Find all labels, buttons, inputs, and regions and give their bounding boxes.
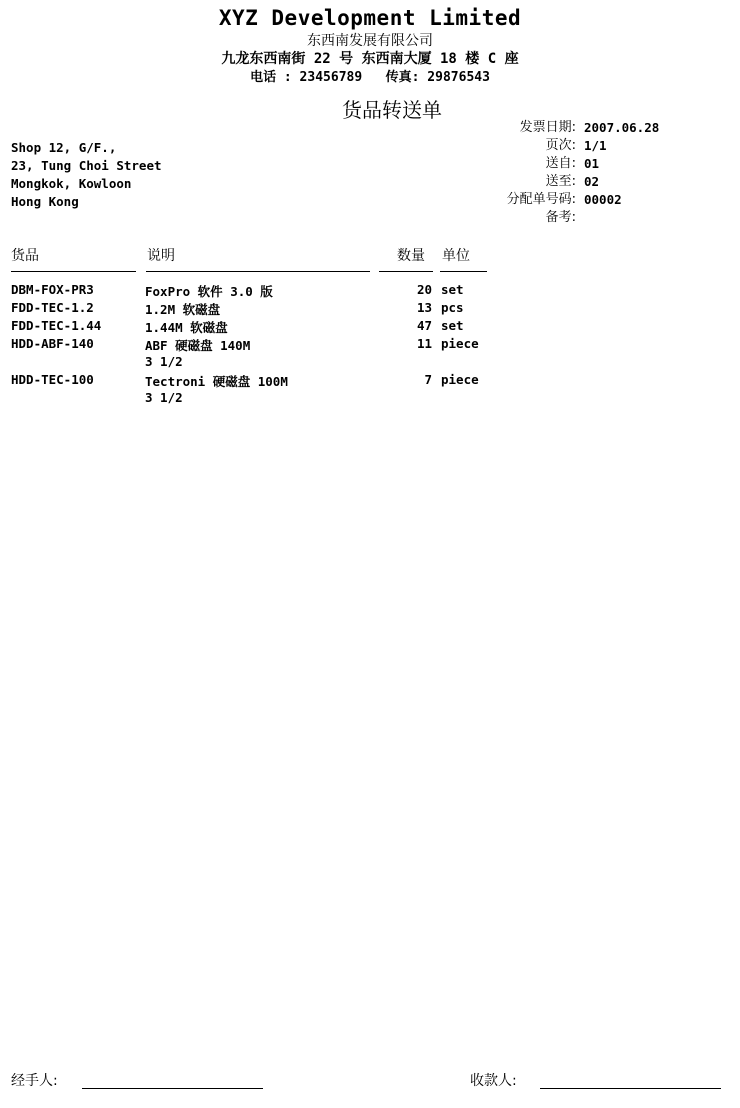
header-underline <box>146 271 370 272</box>
info-value: 02 <box>584 174 600 189</box>
item-description-continued: 3 1/2 <box>145 390 183 405</box>
info-label: 送自: <box>545 156 576 171</box>
handler-label: 经手人: <box>11 1073 58 1089</box>
info-value: 1/1 <box>584 138 607 153</box>
table-row <box>0 372 740 408</box>
item-description: 1.44M 软磁盘 <box>145 320 228 335</box>
table-row <box>0 282 740 300</box>
item-description-continued: 3 1/2 <box>145 354 183 369</box>
column-header-unit: 单位 <box>442 248 470 264</box>
item-quantity: 11 <box>416 336 432 351</box>
item-quantity: 7 <box>424 372 432 387</box>
item-unit: set <box>441 318 464 333</box>
item-unit: piece <box>441 372 479 387</box>
item-unit: set <box>441 282 464 297</box>
item-description: 1.2M 软磁盘 <box>145 302 221 317</box>
table-row <box>0 300 740 318</box>
handler-signature-line <box>82 1088 263 1089</box>
info-value: 2007.06.28 <box>584 120 660 135</box>
info-value <box>576 209 584 227</box>
item-code: HDD-ABF-140 <box>11 336 94 351</box>
item-code: DBM-FOX-PR3 <box>11 282 94 297</box>
address-line: Hong Kong <box>11 194 79 209</box>
info-value: 00002 <box>584 192 622 207</box>
column-header-item: 货品 <box>11 248 39 264</box>
item-code: FDD-TEC-1.44 <box>11 318 102 333</box>
item-quantity: 47 <box>416 318 432 333</box>
company-phone-fax: 电话 : 23456789 传真: 29876543 <box>250 70 490 85</box>
info-label: 发票日期: <box>519 120 576 135</box>
company-address: 九龙东西南街 22 号 东西南大厦 18 楼 C 座 <box>221 51 519 67</box>
info-row-from <box>430 155 730 173</box>
address-line: 23, Tung Choi Street <box>11 158 162 173</box>
item-description: ABF 硬磁盘 140M <box>145 338 251 353</box>
info-row-invoice-date <box>430 119 730 137</box>
item-table <box>0 282 740 408</box>
info-label: 分配单号码: <box>506 192 576 207</box>
address-line: Shop 12, G/F., <box>11 140 117 155</box>
item-code: HDD-TEC-100 <box>11 372 94 387</box>
item-description: Tectroni 硬磁盘 100M <box>145 374 288 389</box>
header-underline <box>440 271 487 272</box>
header-underline <box>11 271 136 272</box>
info-label: 备考: <box>545 210 576 225</box>
header-underline <box>379 271 433 272</box>
document-title: 货品转送单 <box>342 98 442 122</box>
info-label: 页次: <box>545 138 576 153</box>
item-unit: piece <box>441 336 479 351</box>
item-quantity: 13 <box>416 300 432 315</box>
item-quantity: 20 <box>416 282 432 297</box>
address-line: Mongkok, Kowloon <box>11 176 132 191</box>
column-header-quantity: 数量 <box>397 248 425 264</box>
item-unit: pcs <box>441 300 464 315</box>
receiver-label: 收款人: <box>470 1073 517 1089</box>
info-row-to <box>430 173 730 191</box>
info-label: 送至: <box>545 174 576 189</box>
customer-address <box>11 139 162 211</box>
company-name-cn: 东西南发展有限公司 <box>307 33 433 49</box>
table-row <box>0 336 740 372</box>
document-info <box>430 119 730 227</box>
company-name-en: XYZ Development Limited <box>218 6 522 30</box>
item-description: FoxPro 软件 3.0 版 <box>145 284 273 299</box>
info-row-page <box>430 137 730 155</box>
table-row <box>0 318 740 336</box>
info-row-allocation-no <box>430 191 730 209</box>
info-row-remarks <box>430 209 730 227</box>
receiver-signature-line <box>540 1088 721 1089</box>
column-header-description: 说明 <box>147 248 175 264</box>
item-code: FDD-TEC-1.2 <box>11 300 94 315</box>
info-value: 01 <box>584 156 600 171</box>
